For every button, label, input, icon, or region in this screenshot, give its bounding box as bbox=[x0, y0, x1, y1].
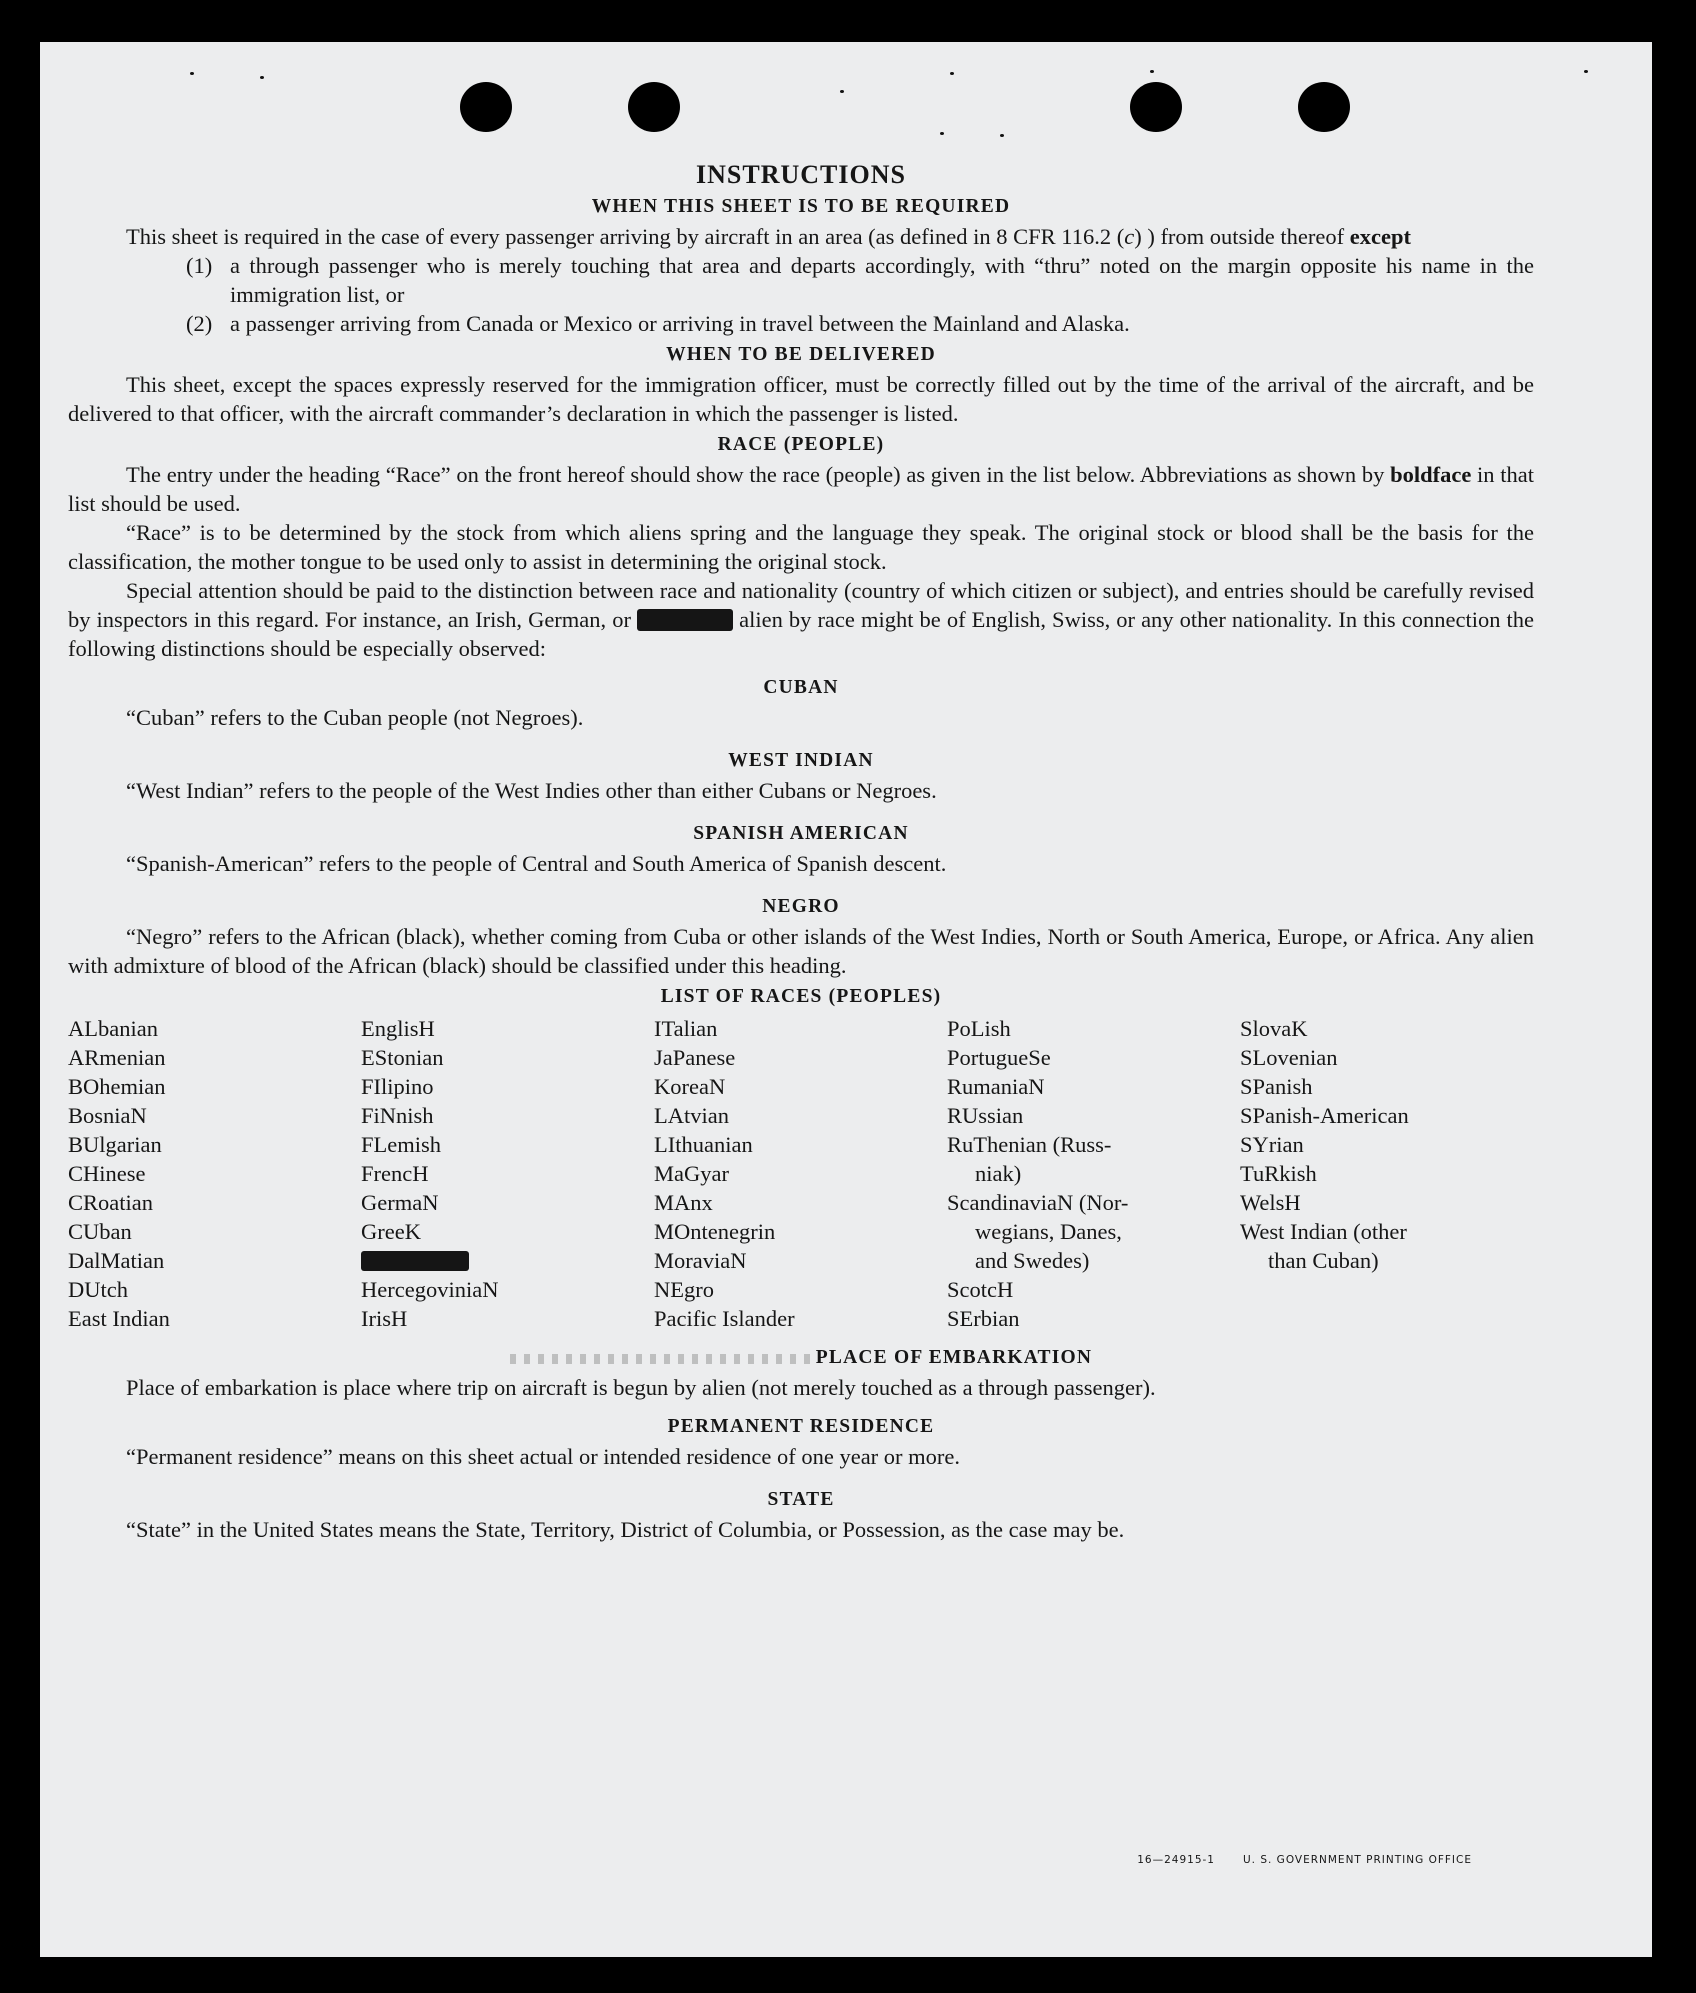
race-entry: SErbian bbox=[947, 1306, 1020, 1331]
race-entry: RumaniaN bbox=[947, 1074, 1045, 1099]
race-column bbox=[947, 1014, 1240, 1333]
race-entry: Pacific Islander bbox=[654, 1306, 795, 1331]
race-entry: WelsH bbox=[1240, 1190, 1301, 1215]
speck bbox=[260, 76, 264, 79]
paragraph-text: in that list should be used. bbox=[68, 462, 1534, 516]
race-entry: PortugueSe bbox=[947, 1045, 1051, 1070]
race-entry: CHinese bbox=[68, 1161, 146, 1186]
document-page bbox=[40, 42, 1652, 1957]
item-text: a through passenger who is merely touching that area and departs accordingly, with “thru” noted on the margin opposite his name in the immigration list, or bbox=[230, 253, 1534, 307]
race-entry-continuation: and Swedes) bbox=[975, 1248, 1090, 1273]
race-entry: GermaN bbox=[361, 1190, 439, 1215]
section-heading-when-delivered: WHEN TO BE DELIVERED bbox=[666, 344, 936, 365]
page-title: INSTRUCTIONS bbox=[696, 160, 906, 189]
intro-italic: c bbox=[1124, 224, 1135, 249]
item-number: (2) bbox=[186, 311, 213, 336]
when-required-intro bbox=[68, 222, 1534, 251]
section-heading-race: RACE (PEOPLE) bbox=[717, 434, 885, 455]
definition-text: “Cuban” refers to the Cuban people (not Negroes). bbox=[126, 705, 584, 730]
race-entry: SPanish bbox=[1240, 1074, 1313, 1099]
punch-hole bbox=[1298, 82, 1350, 132]
race-column bbox=[654, 1014, 947, 1333]
race-paragraph-2: “Race” is to be determined by the stock from which aliens spring and the language they speak. The original stock or blood shall be the basis for the classification, the mother tongue to be used only to assist in determining the original stock. bbox=[68, 520, 1534, 574]
speck bbox=[950, 72, 954, 75]
section-heading-when-required: WHEN THIS SHEET IS TO BE REQUIRED bbox=[591, 196, 1011, 217]
race-entry-continuation: niak) bbox=[975, 1161, 1022, 1186]
race-entry: EStonian bbox=[361, 1045, 444, 1070]
paragraph-text: alien by race might be of English, Swiss, or any other nationality. In this connection the following distinctions should be especially observed: bbox=[68, 607, 1534, 661]
section-heading-residence: PERMANENT RESIDENCE bbox=[667, 1416, 935, 1437]
race-entry: LAtvian bbox=[654, 1103, 729, 1128]
exception-item bbox=[68, 251, 1534, 309]
residence-text: “Permanent residence” means on this sheet actual or intended residence of one year or more. bbox=[126, 1444, 961, 1469]
definition-heading: NEGRO bbox=[762, 896, 840, 917]
race-entry: PoLish bbox=[947, 1016, 1011, 1041]
race-entry: GreeK bbox=[361, 1219, 421, 1244]
definition-heading: WEST INDIAN bbox=[728, 750, 874, 771]
race-entry: CRoatian bbox=[68, 1190, 153, 1215]
intro-text: This sheet is required in the case of every passenger arriving by aircraft in an area (as defined in 8 CFR 116.2 ( bbox=[126, 224, 1125, 249]
speck bbox=[840, 90, 844, 93]
race-entry: SYrian bbox=[1240, 1132, 1304, 1157]
race-entry: FiNnish bbox=[361, 1103, 434, 1128]
redaction-mark bbox=[637, 609, 733, 631]
form-footer bbox=[1137, 1854, 1472, 1866]
item-text: a passenger arriving from Canada or Mexico or arriving in travel between the Mainland and Alaska. bbox=[230, 311, 1130, 336]
race-entry: ITalian bbox=[654, 1016, 718, 1041]
race-column bbox=[1240, 1014, 1533, 1333]
race-entry: EnglisH bbox=[361, 1016, 435, 1041]
intro-text: ) ) from outside thereof bbox=[1134, 224, 1350, 249]
race-entry: JaPanese bbox=[654, 1045, 736, 1070]
punch-hole bbox=[460, 82, 512, 132]
redaction-mark bbox=[361, 1251, 469, 1271]
race-column bbox=[361, 1014, 654, 1333]
race-entry: BOhemian bbox=[68, 1074, 166, 1099]
race-entry: ScotcH bbox=[947, 1277, 1014, 1302]
race-entry: SPanish-American bbox=[1240, 1103, 1409, 1128]
paragraph-text: The entry under the heading “Race” on the front hereof should show the race (people) as given in the list below. Abbreviations as shown by bbox=[126, 462, 1391, 487]
race-entry bbox=[361, 1246, 654, 1275]
punch-hole bbox=[1130, 82, 1182, 132]
boldface-word: boldface bbox=[1390, 462, 1472, 487]
race-entry: DUtch bbox=[68, 1277, 128, 1302]
race-entry-continuation: wegians, Danes, bbox=[975, 1219, 1122, 1244]
embarkation-text: Place of embarkation is place where trip on aircraft is begun by alien (not merely touched as a through passenger). bbox=[126, 1375, 1156, 1400]
speck bbox=[940, 132, 944, 135]
race-entry: ARmenian bbox=[68, 1045, 166, 1070]
race-entry: SlovaK bbox=[1240, 1016, 1308, 1041]
printer-imprint: U. S. GOVERNMENT PRINTING OFFICE bbox=[1242, 1854, 1472, 1866]
intro-bold: except bbox=[1349, 224, 1411, 249]
definition-text: “West Indian” refers to the people of the West Indies other than either Cubans or Negroes. bbox=[126, 778, 937, 803]
item-number: (1) bbox=[186, 253, 213, 278]
race-entry: FrencH bbox=[361, 1161, 429, 1186]
speck bbox=[190, 72, 194, 75]
speck bbox=[1584, 70, 1588, 73]
smudge-mark bbox=[510, 1354, 810, 1364]
race-entry: West Indian (other than Cuban) bbox=[1240, 1217, 1533, 1275]
race-paragraph-1 bbox=[68, 460, 1534, 518]
race-entry-continuation: than Cuban) bbox=[1268, 1248, 1379, 1273]
race-entry: RuThenian (Russ- niak) bbox=[947, 1130, 1240, 1188]
race-entry: TuRkish bbox=[1240, 1161, 1317, 1186]
race-entry: SLovenian bbox=[1240, 1045, 1338, 1070]
race-entry: BUlgarian bbox=[68, 1132, 162, 1157]
definition-text: “Spanish-American” refers to the people of Central and South America of Spanish descent. bbox=[126, 851, 947, 876]
speck bbox=[1000, 134, 1004, 137]
definition-heading: SPANISH AMERICAN bbox=[693, 823, 909, 844]
punch-hole bbox=[628, 82, 680, 132]
race-entry: NEgro bbox=[654, 1277, 714, 1302]
paragraph-text: Special attention should be paid to the distinction between race and nationality (country of which citizen or subject), and entries should be carefully revised by inspectors in this regard. For instance, an Irish, German, or bbox=[68, 578, 1534, 632]
form-number: 16—24915-1 bbox=[1137, 1854, 1215, 1866]
race-entry: RUssian bbox=[947, 1103, 1024, 1128]
race-entry: ALbanian bbox=[68, 1016, 158, 1041]
race-entry: KoreaN bbox=[654, 1074, 726, 1099]
race-entry: MOntenegrin bbox=[654, 1219, 776, 1244]
when-delivered-text: This sheet, except the spaces expressly reserved for the immigration officer, must be correctly filled out by the time of the arrival of the aircraft, and be delivered to that officer, with the aircraft commander’s declaration in which the passenger is listed. bbox=[68, 372, 1534, 426]
section-heading-embarkation bbox=[68, 1347, 1534, 1369]
race-entry: MAnx bbox=[654, 1190, 713, 1215]
race-entry: ScandinaviaN (Nor- wegians, Danes, and Swedes) bbox=[947, 1188, 1240, 1275]
speck bbox=[1150, 70, 1154, 73]
instructions-body bbox=[68, 160, 1534, 1544]
race-column bbox=[68, 1014, 361, 1333]
race-entry: FLemish bbox=[361, 1132, 442, 1157]
race-entry: CUban bbox=[68, 1219, 132, 1244]
definition-text: “Negro” refers to the African (black), whether coming from Cuba or other islands of the West Indies, North or South America, Europe, or Africa. Any alien with admixture of blood of the African (black) should be classified under this heading. bbox=[68, 924, 1534, 978]
heading-text: PLACE OF EMBARKATION bbox=[815, 1347, 1093, 1368]
race-entry: FIlipino bbox=[361, 1074, 434, 1099]
list-heading: LIST OF RACES (PEOPLES) bbox=[660, 986, 942, 1007]
race-entry: IrisH bbox=[361, 1306, 408, 1331]
race-list bbox=[68, 1014, 1534, 1333]
race-entry: MoraviaN bbox=[654, 1248, 747, 1273]
section-heading-state: STATE bbox=[767, 1489, 835, 1510]
exception-item bbox=[68, 309, 1534, 338]
race-paragraph-3 bbox=[68, 576, 1534, 663]
definition-heading: CUBAN bbox=[763, 677, 839, 698]
race-entry: LIthuanian bbox=[654, 1132, 753, 1157]
race-entry: East Indian bbox=[68, 1306, 170, 1331]
race-entry: MaGyar bbox=[654, 1161, 729, 1186]
race-entry: HercegoviniaN bbox=[361, 1277, 499, 1302]
race-entry: BosniaN bbox=[68, 1103, 147, 1128]
race-entry: DalMatian bbox=[68, 1248, 165, 1273]
state-text: “State” in the United States means the State, Territory, District of Columbia, or Possession, as the case may be. bbox=[126, 1517, 1125, 1542]
